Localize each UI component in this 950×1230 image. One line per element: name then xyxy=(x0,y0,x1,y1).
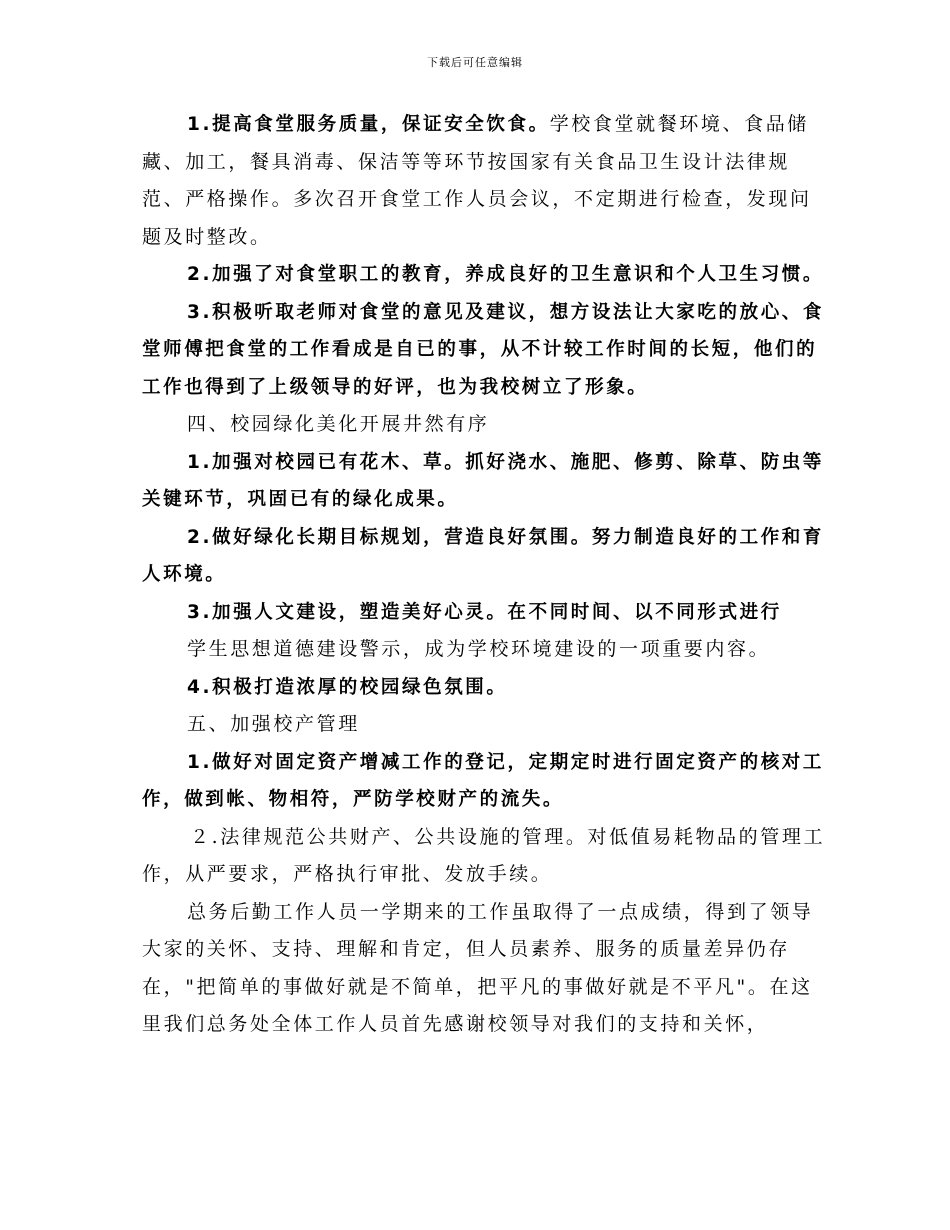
paragraph-body: 学校食堂就餐环境、食品储藏、加工，餐具消毒、保洁等等环节按国家有关食品卫生设计法律规范、严格操作。多次召开食堂工作人员会议，不定期进行检查，发现问题及时整改。 xyxy=(142,113,812,248)
paragraph-canteen-service xyxy=(142,106,832,256)
paragraph-greening-plan: 2.做好绿化长期目标规划，营造良好氛围。努力制造良好的工作和育人环境。 xyxy=(142,526,825,585)
paragraph-green-atmosphere: 4.积极打造浓厚的校园绿色氛围。 xyxy=(187,676,508,698)
paragraph-teacher-feedback: 3.积极听取老师对食堂的意见及建议，想方设法让大家吃的放心、食堂师傅把食堂的工作看成是自已的事，从不计较工作时间的长短，他们的工作也得到了上级领导的好评，也为我校树立了形象。 xyxy=(142,301,825,398)
paragraph-moral-education: 学生思想道德建设警示，成为学校环境建设的一项重要内容。 xyxy=(187,638,771,660)
section-heading-assets: 五、加强校产管理 xyxy=(187,713,360,735)
paragraph-asset-registration: 1.做好对固定资产增减工作的登记，定期定时进行固定资产的核对工作，做到帐、物相符，严防学校财产的流失。 xyxy=(142,751,825,810)
paragraph-public-property: ２.法律规范公共财产、公共设施的管理。对低值易耗物品的管理工作，从严要求，严格执行审批、发放手续。 xyxy=(142,825,826,885)
page-header: 下载后可任意编辑 xyxy=(427,56,523,69)
document-body xyxy=(142,106,832,1044)
paragraph-staff-education: 2.加强了对食堂职工的教育，养成良好的卫生意识和个人卫生习惯。 xyxy=(187,264,825,285)
paragraph-lead: 1.提高食堂服务质量，保证安全饮食。 xyxy=(187,114,550,135)
paragraph-summary: 总务后勤工作人员一学期来的工作虽取得了一点成绩，得到了领导大家的关怀、支持、理解和肯定，但人员素养、服务的质量差异仍存在，"把简单的事做好就是不简单，把平凡的事做好就是不平凡"。在这里我们总务处全体工作人员首先感谢校领导对我们的支持和关怀， xyxy=(142,900,814,1035)
paragraph-greening-care: 1.加强对校园已有花木、草。抓好浇水、施肥、修剪、除草、防虫等关键环节，巩固已有的绿化成果。 xyxy=(142,451,825,510)
paragraph-humanities: 3.加强人文建设，塑造美好心灵。在不同时间、以不同形式进行 xyxy=(187,601,782,623)
section-heading-greening: 四、校园绿化美化开展井然有序 xyxy=(187,413,490,435)
